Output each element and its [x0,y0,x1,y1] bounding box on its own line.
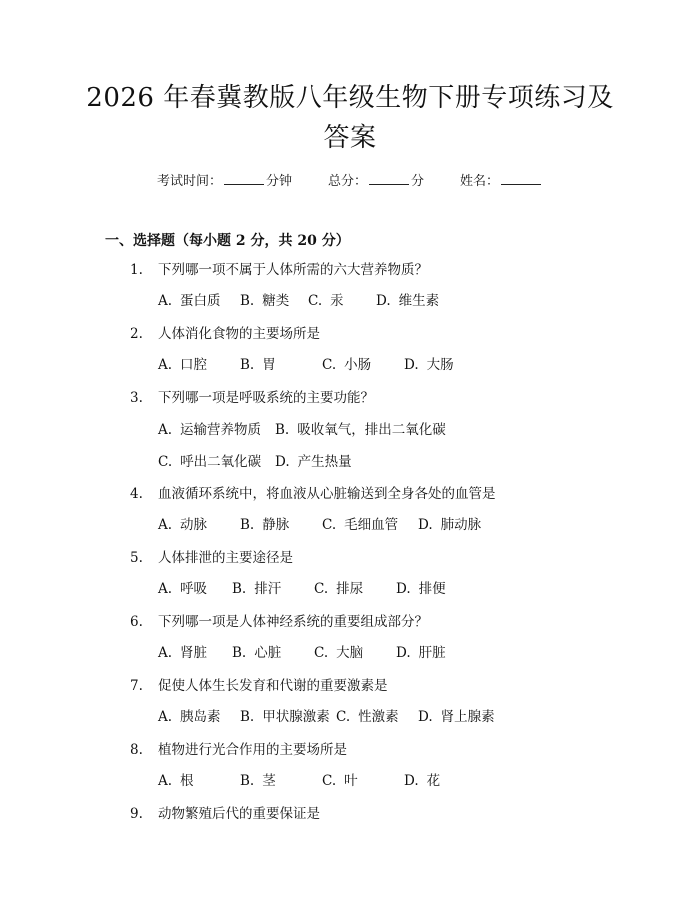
options-8 [158,772,440,790]
option-c: C. 毛细血管 [322,517,399,533]
option-d: D. 排便 [396,581,446,597]
question-text: 促使人体生长发育和代谢的重要激素是 [158,678,388,694]
options-2 [158,356,454,374]
document-title [80,78,620,158]
question-number: 7. [130,678,143,694]
option-b: B. 胃 [240,357,276,373]
option-b: B. 糖类 [240,293,290,309]
question-number: 6. [130,614,143,630]
question-number: 2. [130,326,143,342]
question-number: 5. [130,550,143,566]
question-text: 动物繁殖后代的重要保证是 [158,806,320,822]
title-line-1: 2026 年春冀教版八年级生物下册专项练习及 [86,83,614,113]
question-2 [130,325,320,343]
score-unit: 分 [411,174,425,189]
option-c: C. 排尿 [314,581,364,597]
question-number: 4. [130,486,143,502]
option-a: A. 肾脏 [158,645,208,661]
option-a: A. 蛋白质 [158,293,221,309]
option-a: A. 呼吸 [158,581,208,597]
option-d: D. 维生素 [376,293,440,309]
exam-score [328,170,424,189]
options-7 [158,708,495,726]
question-8 [130,741,347,759]
option-c: C. 汞 [308,293,344,309]
section-title: 一、选择题（每小题 2 分，共 20 分） [105,233,350,249]
option-a: A. 口腔 [158,357,208,373]
option-d: D. 花 [404,773,441,789]
question-text: 植物进行光合作用的主要场所是 [158,742,347,758]
question-9 [130,805,320,823]
question-number: 8. [130,742,143,758]
options-4 [158,516,481,534]
option-b: B. 静脉 [240,517,290,533]
option-d: D. 产生热量 [275,454,352,470]
exam-time [157,170,292,189]
options-5 [158,580,446,598]
option-c: C. 叶 [322,773,358,789]
question-text: 人体排泄的主要途径是 [158,550,293,566]
options-3-row-2 [158,453,352,471]
option-a: A. 根 [158,773,194,789]
score-blank [369,172,409,185]
question-5 [130,549,293,567]
option-d: D. 肝脏 [396,645,446,661]
option-c: C. 呼出二氧化碳 [158,454,262,470]
option-b: B. 茎 [240,773,276,789]
options-3-row-1 [158,421,446,439]
question-number: 9. [130,806,143,822]
option-b: B. 排汗 [232,581,282,597]
question-text: 血液循环系统中，将血液从心脏输送到全身各处的血管是 [158,486,496,502]
name-label: 姓名： [460,174,500,189]
option-d: D. 肺动脉 [418,517,482,533]
option-c: C. 性激素 [336,709,399,725]
option-a: A. 胰岛素 [158,709,221,725]
options-6 [158,644,446,662]
question-number: 3. [130,390,143,406]
exam-meta-row [0,170,700,189]
option-a: A. 动脉 [158,517,208,533]
option-c: C. 小肠 [322,357,372,373]
option-b: B. 甲状腺激素 [240,709,330,725]
question-text: 下列哪一项是人体神经系统的重要组成部分？ [158,614,428,630]
exam-name [460,170,543,189]
time-unit: 分钟 [265,174,292,189]
question-4 [130,485,496,503]
option-d: D. 肾上腺素 [418,709,495,725]
score-label: 总分： [327,174,367,189]
option-a: A. 运输营养物质 [158,422,262,438]
option-c: C. 大脑 [314,645,364,661]
question-text: 人体消化食物的主要场所是 [158,326,320,342]
time-label: 考试时间： [156,174,222,189]
question-3 [130,389,374,407]
option-b: B. 吸收氧气，排出二氧化碳 [275,422,446,438]
question-text: 下列哪一项不属于人体所需的六大营养物质？ [158,262,428,278]
question-7 [130,677,388,695]
time-blank [224,172,264,185]
option-b: B. 心脏 [232,645,282,661]
question-number: 1. [130,262,143,278]
option-d: D. 大肠 [404,357,454,373]
question-text: 下列哪一项是呼吸系统的主要功能？ [158,390,374,406]
question-6 [130,613,428,631]
name-blank [501,172,541,185]
options-1 [158,292,439,310]
title-line-2: 答案 [323,123,377,153]
question-1 [130,261,428,279]
